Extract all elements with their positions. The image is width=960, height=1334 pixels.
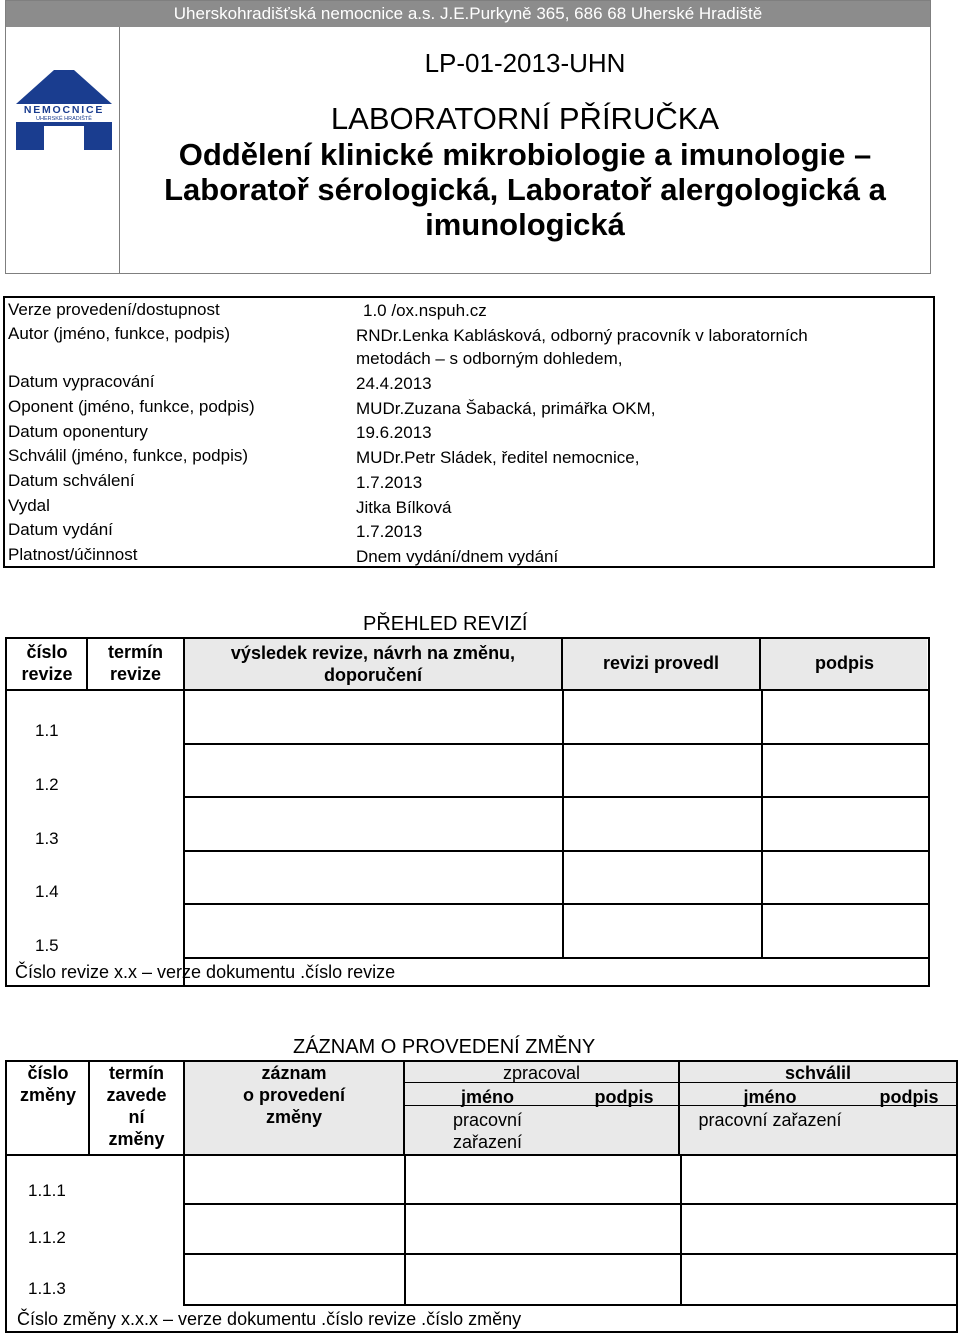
- info-value: Dnem vydání/dnem vydání: [356, 547, 559, 566]
- col-header-prepared-sign: podpis: [594, 1087, 654, 1107]
- info-value: 1.7.2013: [356, 522, 423, 541]
- col-header-revision-date: termín revize: [107, 642, 163, 684]
- info-value: 1.7.2013: [356, 473, 423, 492]
- info-label: Verze provedení/dostupnost: [8, 300, 220, 319]
- col-header-signature: podpis: [815, 653, 874, 673]
- change-row-number: 1.1.3: [28, 1279, 66, 1298]
- info-label: Datum schválení: [8, 471, 135, 490]
- logo-text-top: NEMOCNICE: [23, 104, 105, 116]
- revisions-title: PŘEHLED REVIZÍ: [363, 613, 528, 635]
- col-header-prepared: zpracoval: [502, 1063, 581, 1083]
- document-title: LABORATORNÍ PŘÍRUČKA: [330, 101, 720, 136]
- revision-row-number: 1.2: [35, 775, 59, 794]
- info-value: 19.6.2013: [356, 423, 432, 442]
- col-header-approved-name: jméno: [743, 1087, 797, 1107]
- revision-row-number: 1.1: [35, 721, 59, 740]
- col-header-revision-number: číslo revize: [21, 642, 73, 684]
- col-header-change-date: termín zavede ní změny: [106, 1063, 167, 1149]
- info-label: Autor (jméno, funkce, podpis): [8, 324, 231, 343]
- col-header-prepared-position: pracovní zařazení: [452, 1110, 523, 1152]
- info-label: Schválil (jméno, funkce, podpis): [8, 446, 249, 465]
- changes-title: ZÁZNAM O PROVEDENÍ ZMĚNY: [293, 1036, 596, 1058]
- info-value: 1.0 /ox.nspuh.cz: [363, 301, 487, 320]
- col-header-approved-position: pracovní zařazení: [698, 1110, 842, 1130]
- document-subtitle: Oddělení klinické mikrobiologie a imunologie – Laboratoř sérologická, Laboratoř alergologická a imunologická: [164, 137, 886, 242]
- info-value: MUDr.Petr Sládek, ředitel nemocnice,: [356, 448, 640, 467]
- revision-note: Číslo revize x.x – verze dokumentu .číslo revize: [15, 962, 396, 982]
- change-row-number: 1.1.1: [28, 1181, 66, 1200]
- change-row-number: 1.1.2: [28, 1228, 66, 1247]
- info-value: 24.4.2013: [356, 374, 432, 393]
- col-header-prepared-name: jméno: [460, 1087, 514, 1107]
- col-header-approved: schválil: [784, 1063, 852, 1083]
- info-value-continued: metodách – s odborným dohledem,: [356, 349, 623, 368]
- info-label: Vydal: [8, 496, 50, 515]
- col-header-change-record: záznam o provedení změny: [242, 1063, 345, 1127]
- logo-text-bottom: UHERSKÉ HRADIŠTĚ: [36, 116, 92, 122]
- info-value: RNDr.Lenka Kablásková, odborný pracovník v laboratorních: [356, 326, 808, 345]
- revision-row-number: 1.5: [35, 936, 59, 955]
- info-value: Jitka Bílková: [356, 498, 452, 517]
- col-header-approved-sign: podpis: [879, 1087, 939, 1107]
- hospital-logo: [14, 68, 114, 152]
- col-header-revised-by: revizi provedl: [602, 653, 720, 673]
- revision-row-number: 1.4: [35, 882, 59, 901]
- change-note: Číslo změny x.x.x – verze dokumentu .číslo revize .číslo změny: [17, 1309, 522, 1329]
- col-header-change-number: číslo změny: [19, 1063, 77, 1105]
- hospital-address: Uherskohradišťská nemocnice a.s. J.E.Purkyně 365, 686 68 Uherské Hradiště: [6, 1, 930, 27]
- info-label: Oponent (jméno, funkce, podpis): [8, 397, 255, 416]
- col-header-revision-result: výsledek revize, návrh na změnu, doporučení: [230, 643, 516, 685]
- document-code: LP-01-2013-UHN: [424, 48, 626, 78]
- info-label: Platnost/účinnost: [8, 545, 138, 564]
- info-value: MUDr.Zuzana Šabacká, primářka OKM,: [356, 399, 656, 418]
- revision-row-number: 1.3: [35, 829, 59, 848]
- document-info-table: [3, 296, 935, 568]
- info-label: Datum vydání: [8, 520, 113, 539]
- info-label: Datum vypracování: [8, 372, 155, 391]
- info-label: Datum oponentury: [8, 422, 148, 441]
